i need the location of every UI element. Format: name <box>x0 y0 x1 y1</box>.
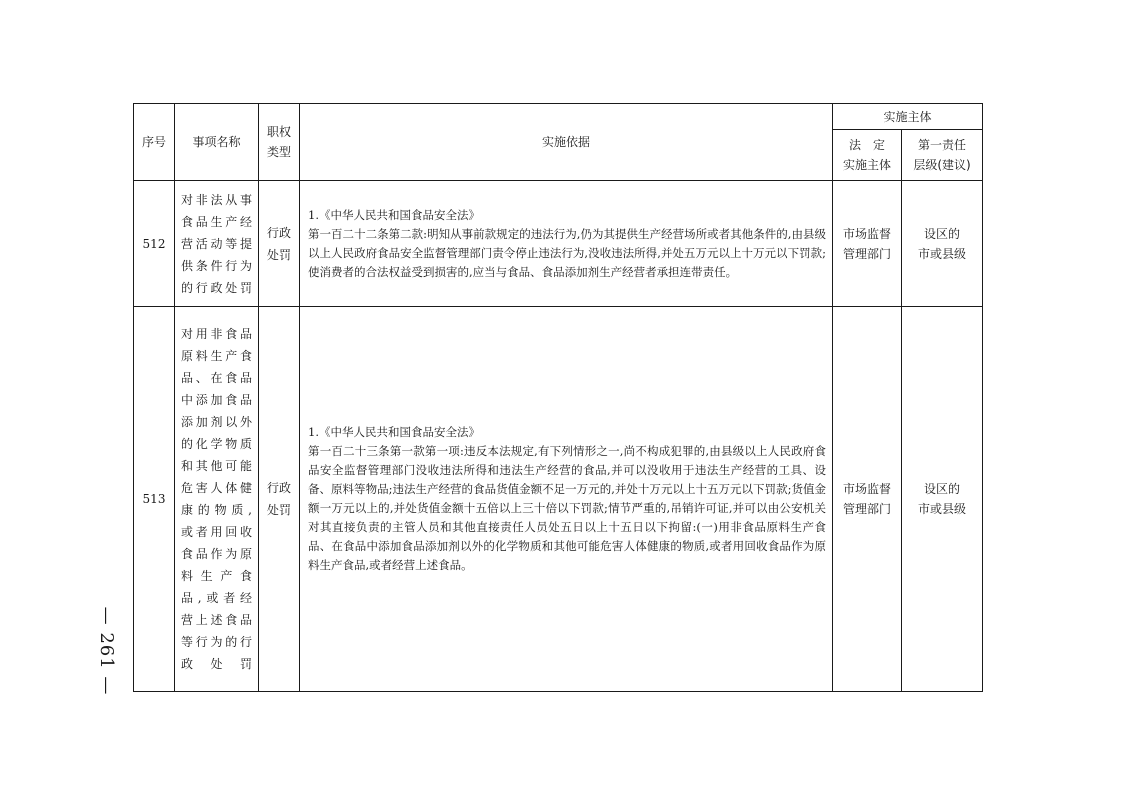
table-row <box>134 181 983 307</box>
basis-law-title: 1.《中华人民共和国食品安全法》 <box>308 425 480 439</box>
item-name-line: 添加剂以外 <box>181 415 252 429</box>
page-number: — 261 — <box>96 606 118 696</box>
table-row <box>134 307 983 692</box>
legal-subject-line: 管理部门 <box>842 246 891 261</box>
row-power-type <box>259 181 300 307</box>
item-name-line: 料生产食 <box>181 569 252 583</box>
header-power-type-line: 类型 <box>266 145 291 159</box>
legal-subject-line: 管理部门 <box>842 502 891 516</box>
row-first-level <box>902 307 983 692</box>
header-first-level <box>902 130 983 181</box>
item-name-line: 的行政处罚 <box>181 280 252 295</box>
header-seq: 序号 <box>134 104 175 181</box>
item-name-line: 和其他可能 <box>181 459 252 473</box>
item-name-line: 等行为的行 <box>181 635 252 649</box>
first-level-line: 设区的 <box>924 482 961 496</box>
basis-article-text: 第一百二十三条第一款第一项:违反本法规定,有下列情形之一,尚不构成犯罪的,由县级以上人民政府食品安全监督管理部门没收违法所得和违法生产经营的食品,并可以没收用于违法生产经营的工具、设备、原料等物品;违法生产经营的食品货值金额不足一万元的,并处十万元以上十五万元以下罚款;货值金额一万元以上的,并处货值金额十五倍以上三十倍以下罚款;情节严重的,吊销许可证,并可以由公安机关对其直接负责的主管人员和其他直接责任人员处五日以上十五日以下拘留:(一)用非食品原料生产食品、在食品中添加食品添加剂以外的化学物质和其他可能危害人体健康的物质,或者用回收食品作为原料生产食品,或者经营上述食品。 <box>308 444 826 572</box>
header-first-level-line: 层级(建议) <box>913 158 971 172</box>
row-legal-subject <box>833 181 902 307</box>
header-legal-subject <box>833 130 902 181</box>
item-name-line: 供条件行为 <box>181 258 252 273</box>
item-name-line: 对非法从事 <box>181 192 252 207</box>
header-basis: 实施依据 <box>300 104 833 181</box>
power-type-line: 处罚 <box>266 247 291 262</box>
row-item-name <box>175 307 259 692</box>
row-basis <box>300 307 833 692</box>
basis-article-text: 第一百二十二条第二款:明知从事前款规定的违法行为,仍为其提供生产经营场所或者其他条件的,由县级以上人民政府食品安全监督管理部门责令停止违法行为,没收违法所得,并处五万元以上十万元以下罚款;使消费者的合法权益受到损害的,应当与食品、食品添加剂生产经营者承担连带责任。 <box>308 226 826 279</box>
row-first-level <box>902 181 983 307</box>
item-name-line: 食品生产经 <box>181 214 252 229</box>
header-power-type-line: 职权 <box>266 125 291 139</box>
item-name-line: 营活动等提 <box>181 236 252 251</box>
item-name-line: 的化学物质 <box>181 437 252 451</box>
item-name-line: 营上述食品 <box>181 613 252 627</box>
header-row-top <box>134 104 983 130</box>
power-list-table <box>133 103 983 692</box>
item-name-line: 品、在食品 <box>181 371 252 385</box>
header-impl-subject: 实施主体 <box>833 104 983 130</box>
row-seq: 512 <box>134 181 175 307</box>
item-name-line: 食品作为原 <box>181 547 252 561</box>
power-type-line: 行政 <box>266 481 291 495</box>
item-name-line: 政处罚 <box>181 657 252 671</box>
first-level-line: 市或县级 <box>918 246 967 261</box>
item-name-line: 原料生产食 <box>181 349 252 363</box>
item-name-line: 康的物质, <box>181 503 252 517</box>
basis-law-title: 1.《中华人民共和国食品安全法》 <box>308 207 480 222</box>
row-power-type <box>259 307 300 692</box>
item-name-line: 中添加食品 <box>181 393 252 407</box>
row-item-name <box>175 181 259 307</box>
header-first-level-line: 第一责任 <box>918 138 967 152</box>
item-name-line: 对用非食品 <box>181 327 252 341</box>
legal-subject-line: 市场监督 <box>842 226 891 241</box>
row-basis <box>300 181 833 307</box>
power-type-line: 处罚 <box>266 503 291 517</box>
header-legal-subject-line: 法 定 <box>848 138 885 152</box>
item-name-line: 品,或者经 <box>181 591 252 605</box>
header-power-type <box>259 104 300 181</box>
row-legal-subject <box>833 307 902 692</box>
first-level-line: 市或县级 <box>918 502 967 516</box>
item-name-line: 或者用回收 <box>181 525 252 539</box>
item-name-line: 危害人体健 <box>181 481 252 495</box>
header-legal-subject-line: 实施主体 <box>842 158 891 172</box>
row-seq: 513 <box>134 307 175 692</box>
power-type-line: 行政 <box>266 225 291 240</box>
first-level-line: 设区的 <box>924 226 961 241</box>
legal-subject-line: 市场监督 <box>842 482 891 496</box>
header-item-name: 事项名称 <box>175 104 259 181</box>
